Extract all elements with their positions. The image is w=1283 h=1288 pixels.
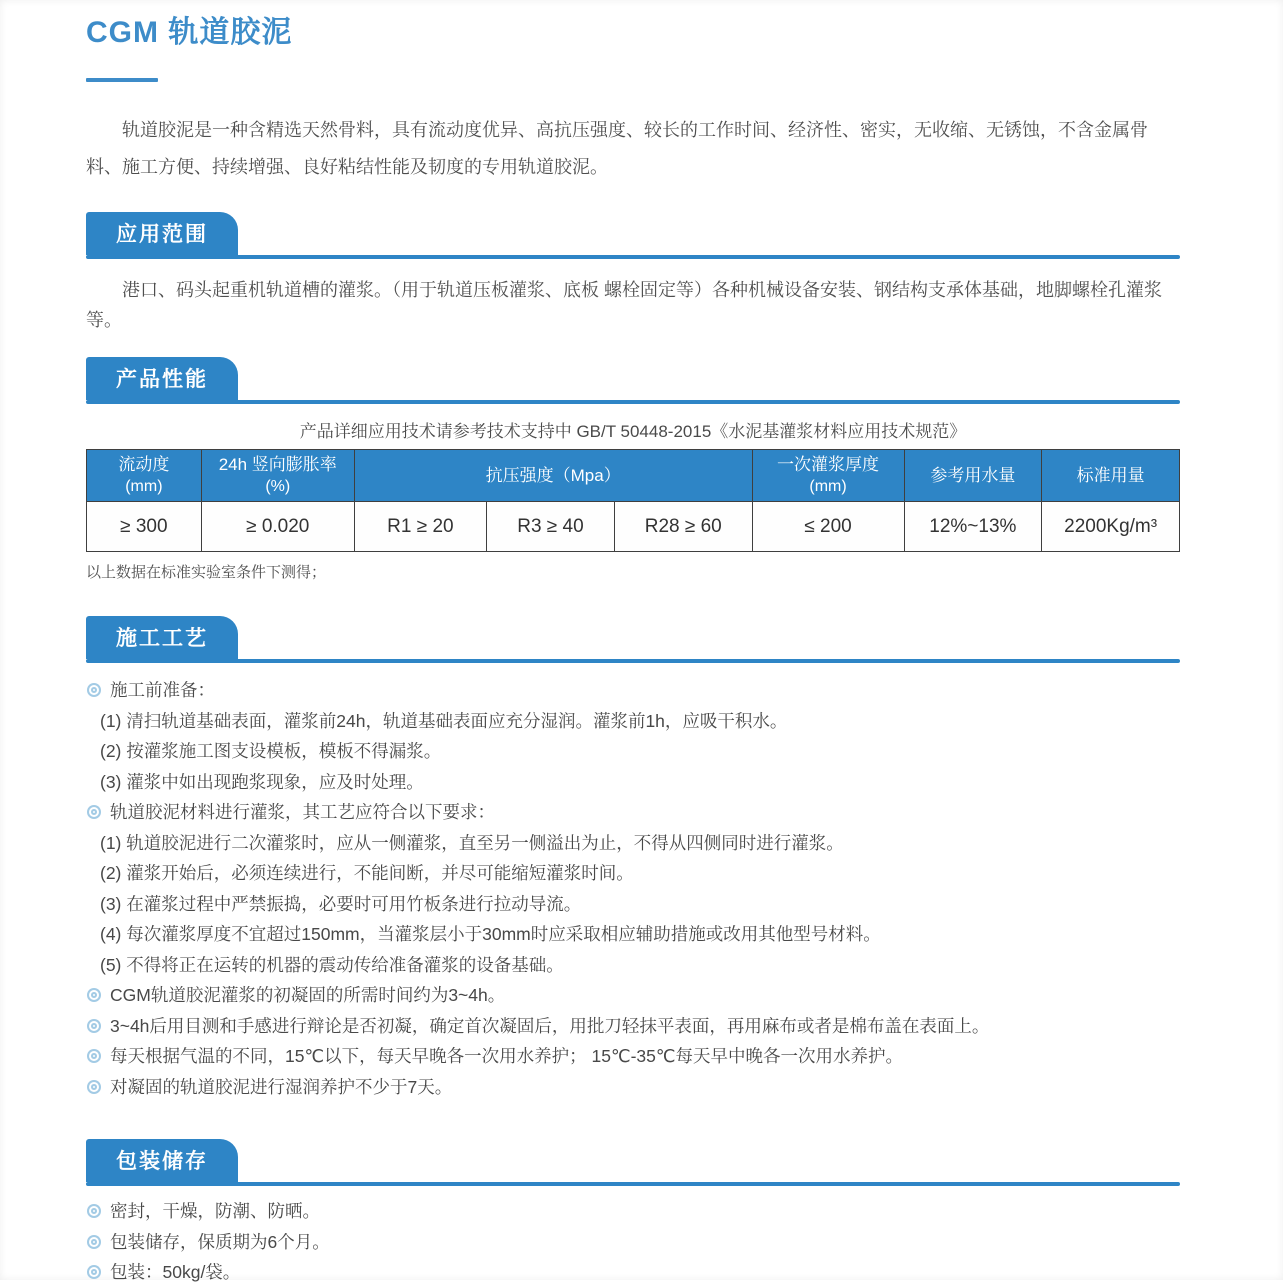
header-label: 一次灌浆厚度 [777,454,880,474]
section-rule [86,400,1180,404]
list-item [86,980,1180,1011]
list-item [86,767,1180,798]
header-unit: (mm) [809,477,847,495]
value-cell-strength-r28: R28 ≥ 60 [614,502,752,552]
section-header-application [86,212,1180,259]
table-footnote: 以上数据在标准实验室条件下测得； [86,564,327,581]
list-item-text: (4) 每次灌浆厚度不宜超过150mm，当灌浆层小于30mm时应采取相应辅助措施或改用其他型号材料。 [100,924,881,944]
packaging-list [86,1196,1180,1288]
section-tab-application: 应用范围 [86,212,238,255]
bullseye-bullet-icon [91,992,97,998]
bullseye-bullet-icon [91,809,97,815]
list-item [86,797,1180,828]
bullseye-bullet-icon [91,687,97,693]
list-item [86,1196,1180,1227]
value-cell-strength-r3: R3 ≥ 40 [487,502,615,552]
page-title: CGM 轨道胶泥 [86,16,293,49]
value-cell-water: 12%~13% [904,502,1042,552]
header-cell-strength [354,450,752,502]
header-label: 抗压强度（Mpa） [485,465,621,485]
bullseye-bullet-icon [91,1208,97,1214]
list-item-text: (3) 在灌浆过程中严禁振捣，必要时可用竹板条进行拉动导流。 [100,893,582,914]
list-item-text: 包装储存，保质期为6个月。 [110,1231,330,1252]
list-item-text: 轨道胶泥材料进行灌浆，其工艺应符合以下要求： [110,802,495,822]
bullseye-bullet-icon [91,1239,97,1245]
list-item [86,675,1180,706]
list-item-text: (2) 按灌浆施工图支设模板，模板不得漏浆。 [100,741,442,761]
list-item-text: 3~4h后用目测和手感进行辩论是否初凝，确定首次凝固后，用批刀轻抹平表面，再用麻布或者是棉布盖在表面上。 [110,1015,990,1036]
list-item [86,919,1180,950]
header-unit: (mm) [125,477,163,495]
value-cell-expansion: ≥ 0.020 [201,502,354,552]
list-item-text: 包装：50kg/袋。 [110,1262,241,1282]
value-cell-dosage: 2200Kg/m³ [1042,502,1180,552]
bullseye-bullet-icon [91,1269,97,1275]
header-label: 参考用水量 [930,465,1016,485]
list-item-text: CGM轨道胶泥灌浆的初凝固的所需时间约为3~4h。 [110,985,506,1005]
section-tab-performance: 产品性能 [86,357,238,400]
header-label: 24h 竖向膨胀率 [218,454,337,474]
section-rule [86,255,1180,259]
table-header-row [87,450,1180,502]
section-header-construction [86,616,1180,663]
list-item-text: (3) 灌浆中如出现跑浆现象，应及时处理。 [100,771,424,792]
value-cell-strength-r1: R1 ≥ 20 [354,502,486,552]
bullseye-bullet-icon [91,1053,97,1059]
list-item-text: (1) 轨道胶泥进行二次灌浆时，应从一侧灌浆，直至另一侧溢出为止，不得从四侧同时进行灌浆。 [100,832,844,853]
intro-paragraph: 轨道胶泥是一种含精选天然骨料，具有流动度优异、高抗压强度、较长的工作时间、经济性、密实，无收缩、无锈蚀，不含金属骨料、施工方便、持续增强、良好粘结性能及韧度的专用轨道胶泥。 [86,120,1148,177]
header-cell-expansion [201,450,354,502]
section-header-packaging [86,1139,1180,1186]
list-item [86,858,1180,889]
header-label: 流动度 [118,454,170,474]
header-cell-thickness [752,450,904,502]
list-item [86,736,1180,767]
list-item [86,1041,1180,1072]
list-item-text: 对凝固的轨道胶泥进行湿润养护不少于7天。 [110,1076,453,1097]
list-item [86,1011,1180,1042]
list-item-text: 施工前准备： [110,680,215,700]
list-item [86,889,1180,920]
bullseye-bullet-icon [91,1084,97,1090]
bullseye-bullet-icon [91,1023,97,1029]
section-rule [86,1182,1180,1186]
header-cell-dosage [1042,450,1180,502]
section-rule [86,659,1180,663]
header-label: 标准用量 [1076,465,1145,485]
header-unit: (%) [265,477,291,495]
performance-note: 产品详细应用技术请参考技术支持中 GB/T 50448-2015《水泥基灌浆材料应用技术规范》 [299,422,967,441]
list-item-text: (2) 灌浆开始后，必须连续进行，不能间断，并尽可能缩短灌浆时间。 [100,863,634,883]
table-value-row [87,502,1180,552]
list-item [86,1257,1180,1288]
list-item [86,706,1180,737]
list-item [86,1227,1180,1258]
list-item-text: 每天根据气温的不同，15℃以下，每天早晚各一次用水养护； 15℃-35℃每天早中晚各一次用水养护。 [110,1046,904,1066]
section-header-performance [86,357,1180,404]
header-cell-flow [87,450,202,502]
header-cell-water [904,450,1042,502]
construction-list [86,675,1180,1102]
list-item [86,1072,1180,1103]
application-body: 港口、码头起重机轨道槽的灌浆。（用于轨道压板灌浆、底板 螺栓固定等）各种机械设备安装、钢结构支承体基础，地脚螺栓孔灌浆等。 [86,280,1162,330]
list-item [86,828,1180,859]
list-item [86,950,1180,981]
list-item-text: (5) 不得将正在运转的机器的震动传给准备灌浆的设备基础。 [100,954,564,975]
value-cell-flow: ≥ 300 [87,502,202,552]
title-underline [86,78,158,82]
value-cell-thickness: ≤ 200 [752,502,904,552]
section-tab-packaging: 包装储存 [86,1139,238,1182]
list-item-text: 密封，干燥，防潮、防晒。 [110,1201,320,1221]
section-tab-construction: 施工工艺 [86,616,238,659]
list-item-text: (1) 清扫轨道基础表面，灌浆前24h，轨道基础表面应充分湿润。灌浆前1h，应吸干积水。 [100,710,788,731]
performance-table [86,449,1180,552]
